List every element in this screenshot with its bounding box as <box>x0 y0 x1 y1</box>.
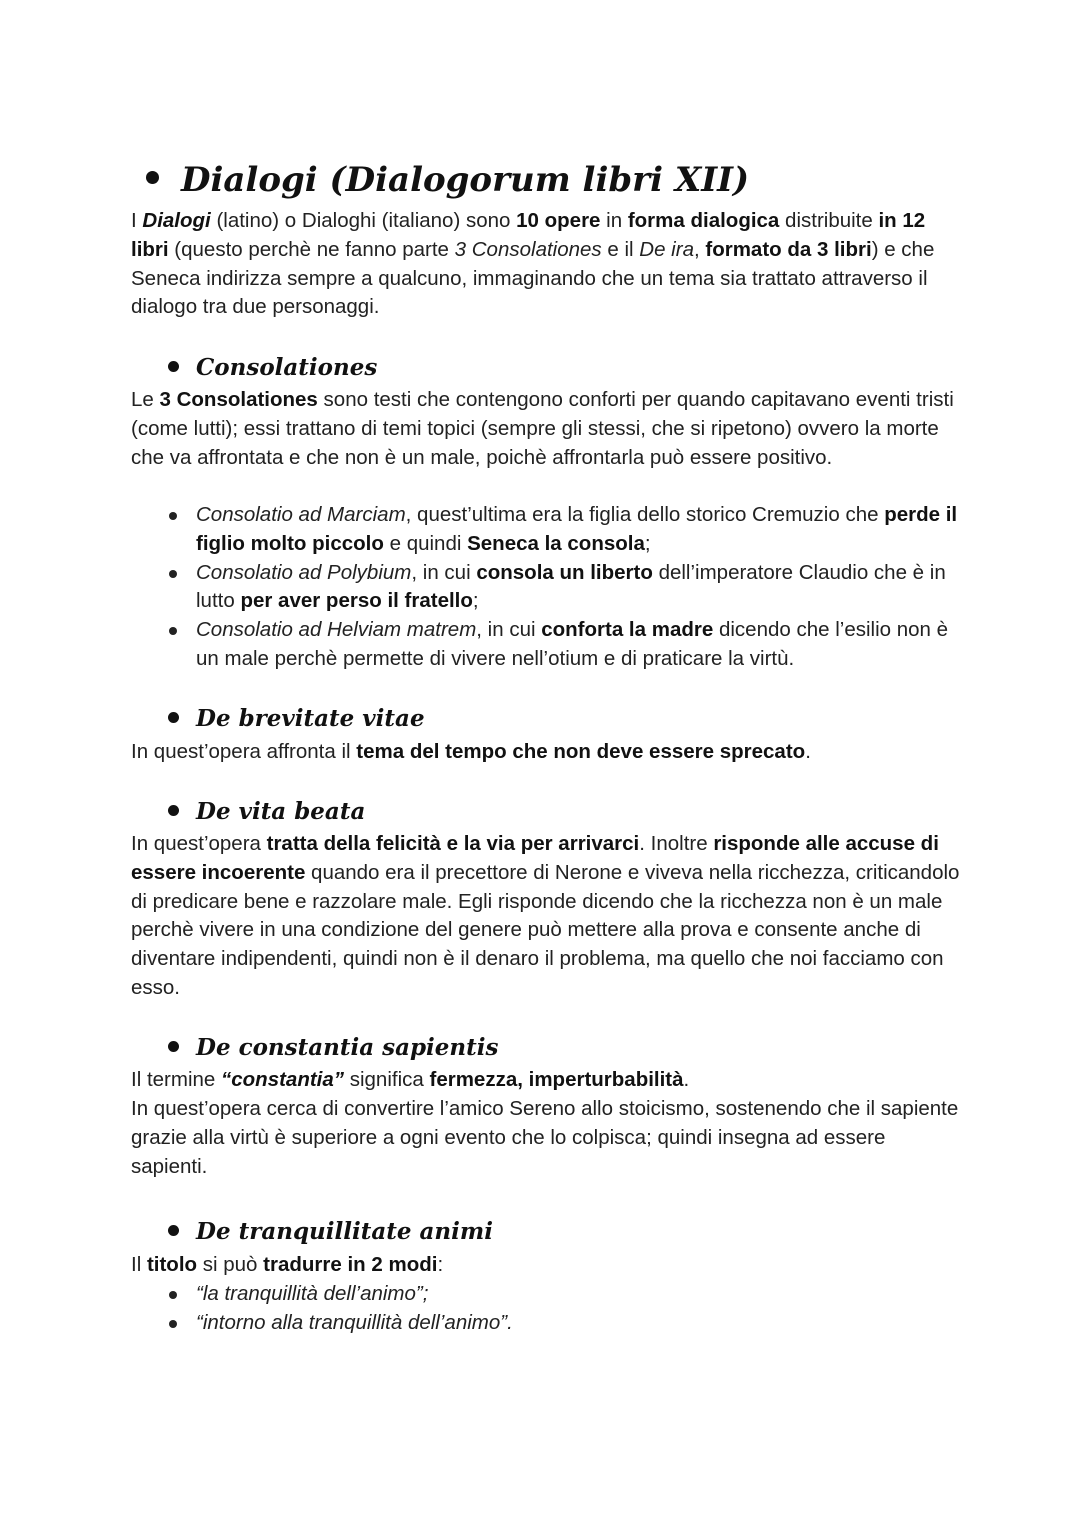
bullet-icon <box>169 1291 177 1299</box>
consolationes-list <box>131 501 961 674</box>
list-item: Consolatio ad Helviam matrem, in cui conforta la madre dicendo che l’esilio non è un male perchè permette di vivere nell’otium e di praticare la virtù. <box>131 616 961 674</box>
consolationes-paragraph: Le 3 Consolationes sono testi che contengono conforti per quando capitavano eventi tristi (come lutti); essi trattano di temi topici (sempre gli stessi, che si ripetono) ovvero la morte che va affrontata e che non è un male, poichè affrontarla può essere positivo. <box>131 388 954 469</box>
heading-constantia <box>168 1032 498 1064</box>
heading-brevitate <box>168 703 425 735</box>
heading-brevitate-text: De brevitate vitae <box>196 705 425 732</box>
heading-consolationes <box>168 352 377 384</box>
bullet-icon <box>168 1225 179 1236</box>
bullet-icon <box>169 627 177 635</box>
heading-consolationes-text: Consolationes <box>196 354 378 381</box>
constantia-paragraph-1: Il termine “constantia” significa fermezza, imperturbabilità. <box>131 1068 690 1091</box>
constantia-paragraph-2: In quest’opera cerca di convertire l’amico Sereno allo stoicismo, sostenendo che il sapiente grazie alla virtù è superiore a ogni evento che lo colpisca; quindi insegna ad essere sapienti. <box>131 1097 959 1178</box>
main-heading <box>146 155 749 205</box>
bullet-icon <box>169 512 177 520</box>
heading-vita-beata <box>168 796 365 828</box>
bullet-icon <box>168 805 179 816</box>
tranquillitate-paragraph: Il titolo si può tradurre in 2 modi: <box>131 1253 444 1276</box>
heading-tranquillitate-text: De tranquillitate animi <box>196 1218 493 1245</box>
bullet-icon <box>169 570 177 578</box>
brevitate-paragraph: In quest’opera affronta il tema del tempo che non deve essere sprecato. <box>131 740 811 763</box>
tranquillitate-list <box>131 1280 961 1338</box>
list-item: “intorno alla tranquillità dell’animo”. <box>131 1309 961 1338</box>
bullet-icon <box>168 712 179 723</box>
heading-vita-beata-text: De vita beata <box>196 798 366 825</box>
list-item: Consolatio ad Polybium, in cui consola un liberto dell’imperatore Claudio che è in lutto per aver perso il fratello; <box>131 559 961 617</box>
bullet-icon <box>146 171 159 184</box>
list-item: “la tranquillità dell’animo”; <box>131 1280 961 1309</box>
vita-beata-paragraph: In quest’opera tratta della felicità e la via per arrivarci. Inoltre risponde alle accuse di essere incoerente quando era il precettore di Nerone e viveva nella ricchezza, criticandolo di predicare bene e razzolare male. Egli risponde dicendo che la ricchezza non è un male perchè vivere in una condizione del genere può mettere alla prova e consente anche di diventare indipendenti, quindi non è il denaro il problema, ma quello che noi facciamo con esso. <box>131 832 960 999</box>
bullet-icon <box>169 1320 177 1328</box>
intro-paragraph: I Dialogi (latino) o Dialoghi (italiano) sono 10 opere in forma dialogica distribuite in 12 libri (questo perchè ne fanno parte 3 Consolationes e il De ira, formato da 3 libri) e che Seneca indirizza sempre a qualcuno, immaginando che un tema sia trattato attraverso il dialogo tra due personaggi. <box>131 209 935 319</box>
bullet-icon <box>168 361 179 372</box>
heading-tranquillitate <box>168 1216 493 1248</box>
list-item: Consolatio ad Marciam, quest’ultima era la figlia dello storico Cremuzio che perde il figlio molto piccolo e quindi Seneca la consola; <box>131 501 961 559</box>
heading-constantia-text: De constantia sapientis <box>196 1034 499 1061</box>
main-heading-text: Dialogi (Dialogorum libri XII) <box>181 160 750 200</box>
bullet-icon <box>168 1041 179 1052</box>
